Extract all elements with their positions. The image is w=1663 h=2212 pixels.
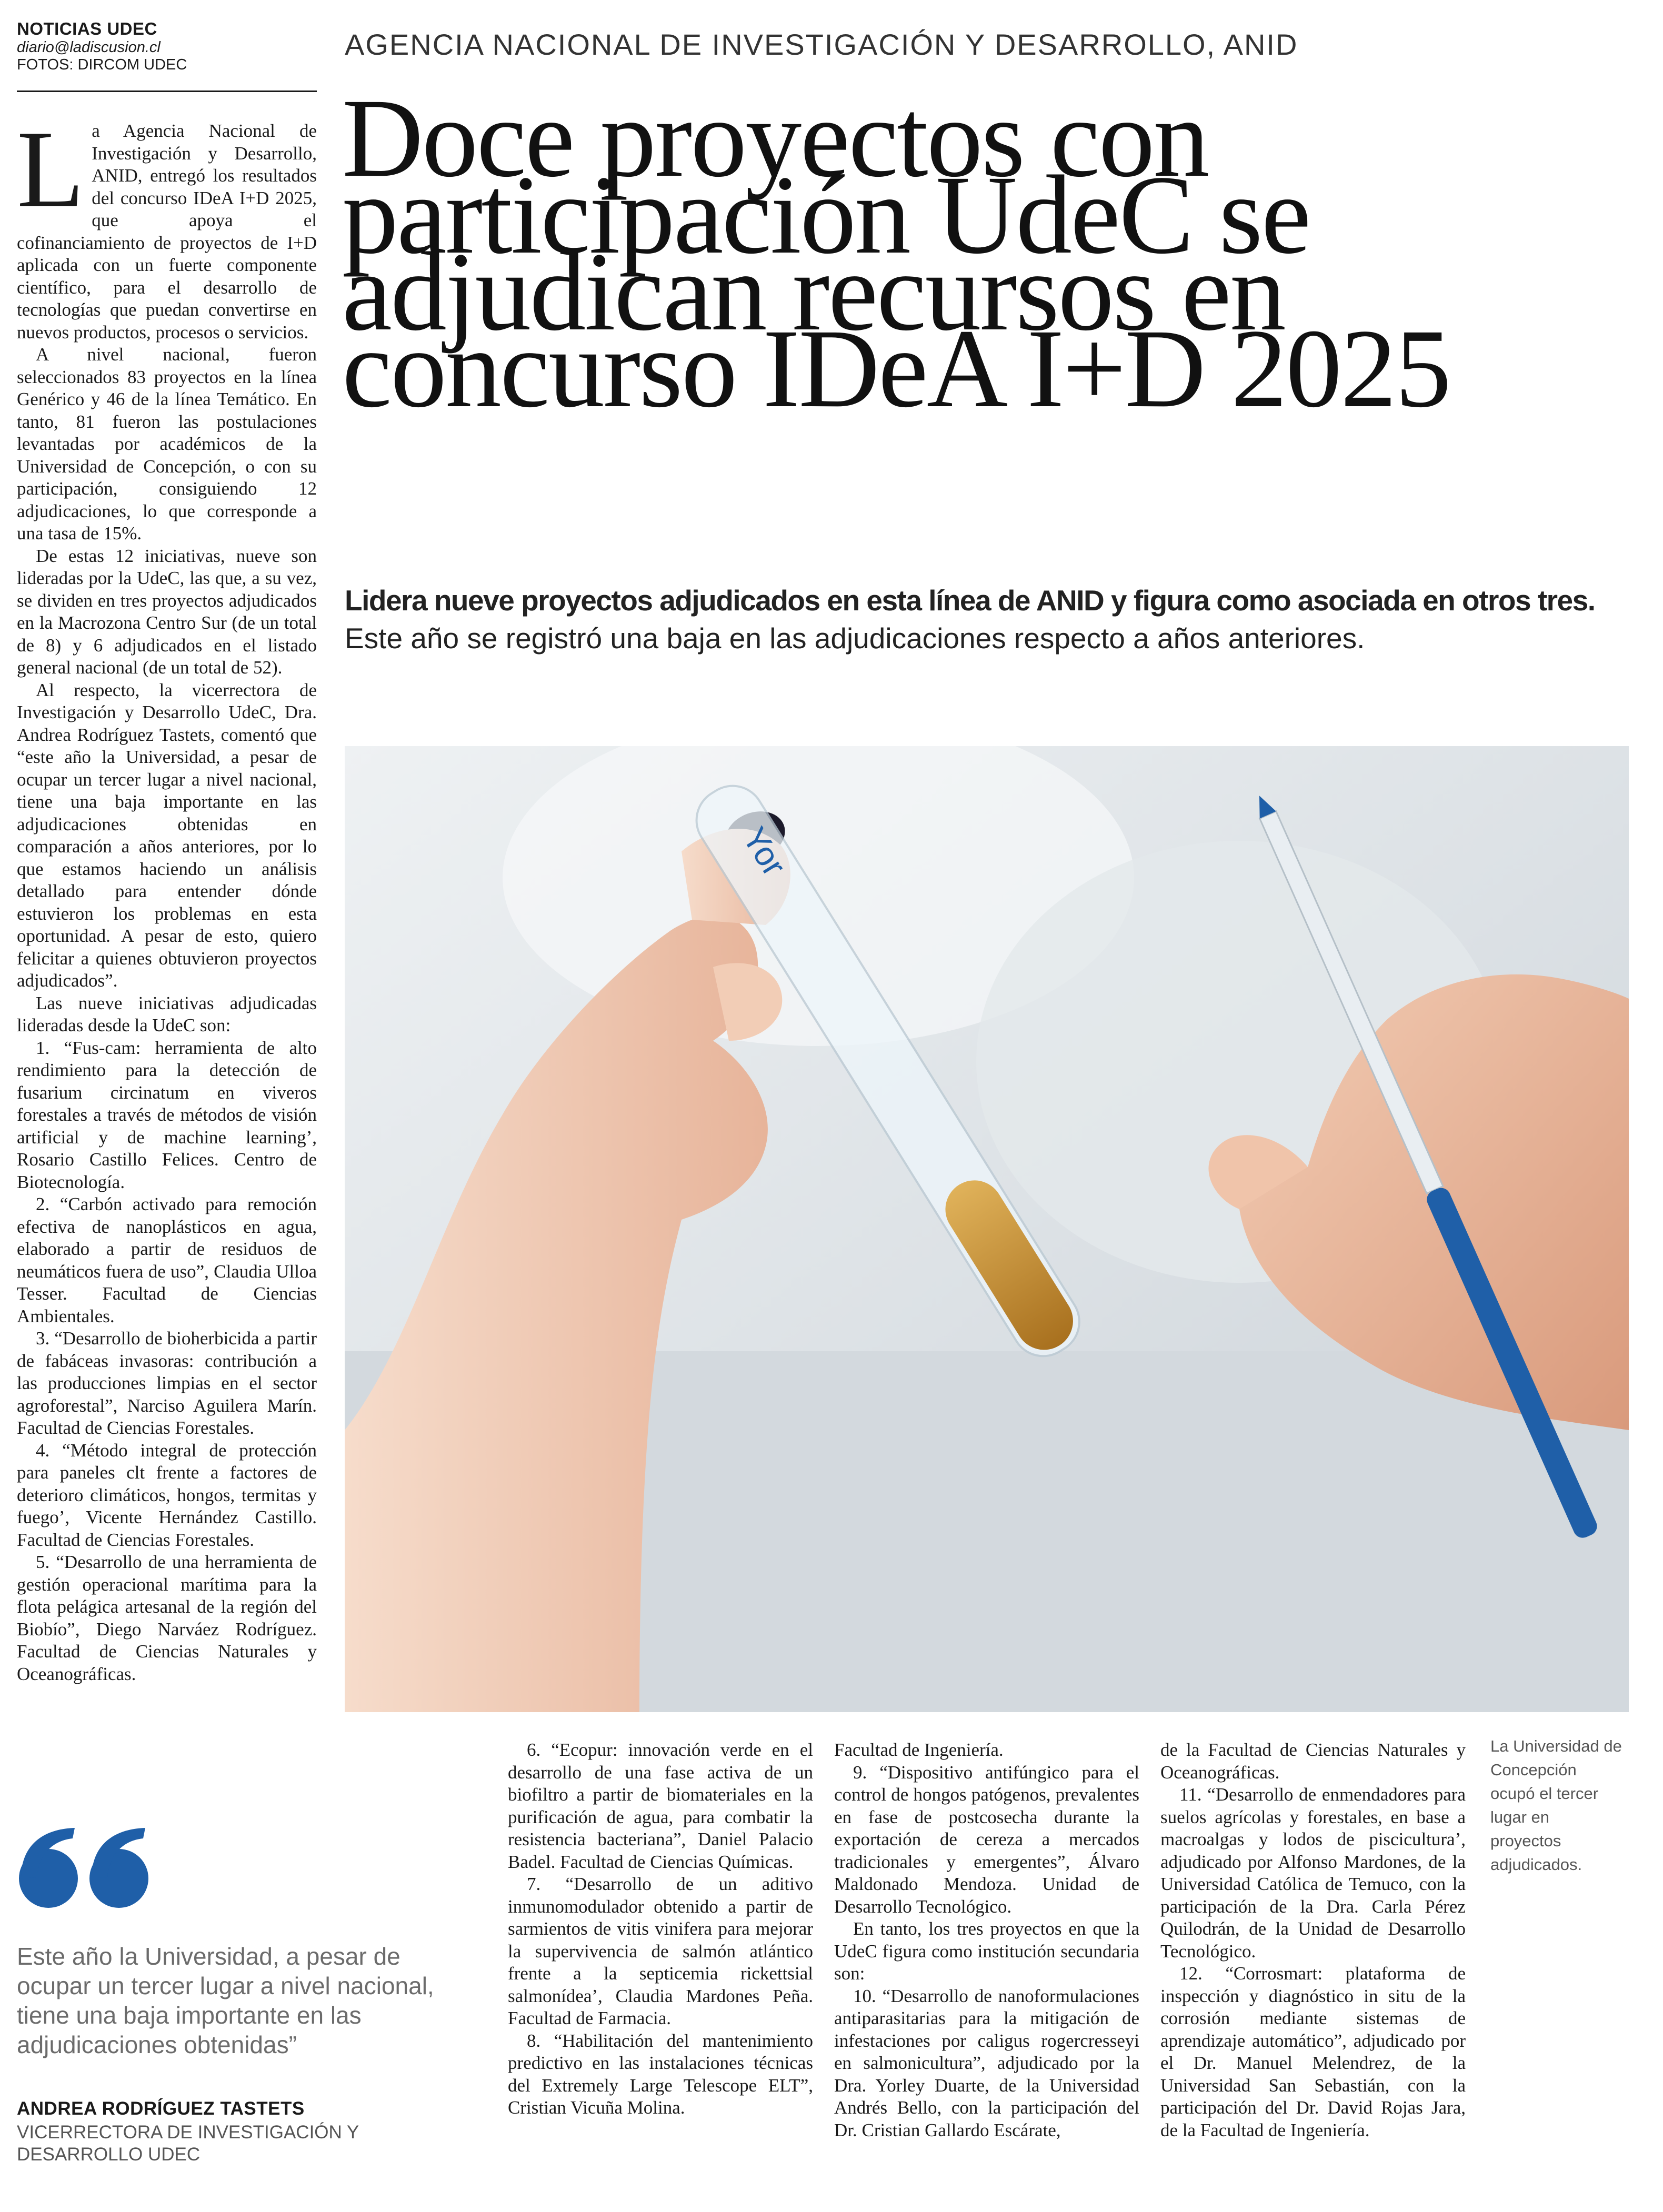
- list-item: 8. “Habilitación del mantenimiento predictivo en las instalaciones técnicas del Extremely Large Telescope ELT”, Cristian Vicuña Molina.: [508, 2030, 813, 2118]
- section-label: NOTICIAS UDEC: [17, 19, 157, 38]
- headline: Doce proyectos con participación UdeC se adjudican recursos en concurso IDeA I+D 2025: [342, 76, 1450, 431]
- lead-paragraph: [345, 581, 1639, 657]
- list-item: 5. “Desarrollo de una herramienta de gestión operacional marítima para la flota pelágica artesanal de la región del Biobío”, Diego Narváez Rodríguez. Facultad de Ciencias Naturales y Oceanográficas.: [17, 1552, 317, 1684]
- body-column-1: [17, 108, 317, 1685]
- body-column-3: [834, 1739, 1139, 2141]
- list-item: 7. “Desarrollo de un aditivo inmunomodulador obtenido a partir de sarmientos de vitis vinifera para mejorar la supervivencia de salmón atlántico frente a la septicemia rickettsial salmonídea’, Claudia Mardones Peña. Facultad de Farmacia.: [508, 1874, 813, 2028]
- photo-credit: FOTOS: DIRCOM UDEC: [17, 56, 187, 73]
- section-email: diario@ladiscusion.cl: [17, 39, 161, 56]
- list-item: 11. “Desarrollo de enmendadores para suelos agrícolas y forestales, en base a macroalgas y lodos de piscicultura’, adjudicado por Alfonso Mardones, de la Universidad Católica de Temuco, con la participación de la Dra. Carla Pérez Quilodrán, de la Unidad de Desarrollo Tecnológico.: [1160, 1784, 1466, 1962]
- quote-mark-icon: [16, 1825, 158, 1909]
- body-paragraph: La Agencia Nacional de Investigación y Desarrollo, ANID, entregó los resultados del concurso IDeA I+D 2025, que apoya el cofinanciamiento de proyectos de I+D aplicada con un fuerte componente científico, para el desarrollo de tecnologías que puedan convertirse en nuevos productos, procesos o servicios.: [17, 108, 317, 343]
- list-item: 10. “Desarrollo de nanoformulaciones antiparasitarias para la mitigación de infestaciones por caligus rogercresseyi en salmonicultura”, adjudicado por la Dra. Yorley Duarte, de la Universidad Andrés Bello, con la participación del Dr. Cristian Gallardo Escárate,: [834, 1985, 1139, 2140]
- list-item: 1. “Fus-cam: herramienta de alto rendimiento para la detección de fusarium circinatum en viveros forestales a través de métodos de visión artificial y de machine learning’, Rosario Castillo Felices. Centro de Biotecnología.: [17, 1037, 317, 1192]
- tube-label: Yor: [735, 820, 794, 883]
- list-item: 12. “Corrosmart: plataforma de inspección y diagnóstico in situ de la corrosión mediante sistemas de aprendizaje automático”, adjudicado por el Dr. Manuel Melendrez, de la Universidad San Sebastián, con la participación del Dr. David Rojas Jara, de la Facultad de Ingeniería.: [1160, 1963, 1466, 2140]
- pull-quote: Este año la Universidad, a pesar de ocupar un tercer lugar a nivel nacional, tiene una baja importante en las adjudicaciones obtenidas”: [17, 1943, 434, 2058]
- lab-photo: [345, 746, 1629, 1712]
- photo-caption: La Universidad de Concepción ocupó el tercer lugar en proyectos adjudicados.: [1490, 1737, 1622, 1874]
- quote-author: ANDREA RODRÍGUEZ TASTETS: [17, 2098, 305, 2119]
- list-item-continued: de la Facultad de Ciencias Naturales y Oceanográficas.: [1160, 1740, 1466, 1783]
- body-column-4: [1160, 1739, 1466, 2141]
- body-paragraph: Las nueve iniciativas adjudicadas lideradas desde la UdeC son:: [17, 992, 317, 1035]
- body-paragraph: En tanto, los tres proyectos en que la UdeC figura como institución secundaria son:: [834, 1918, 1139, 1984]
- body-paragraph: Al respecto, la vicerrectora de Investigación y Desarrollo UdeC, Dra. Andrea Rodríguez Tastets, comentó que “este año la Universidad, a pesar de ocupar un tercer lugar a nivel nacional, tiene una baja importante en las adjudicaciones obtenidas en comparación a años anteriores, por lo que estamos haciendo un análisis detallado para entender dónde estuvieron los problemas en esta oportunidad. A pesar de esto, quiero felicitar a quienes obtuvieron proyectos adjudicados”.: [17, 679, 317, 991]
- drop-cap: L: [17, 108, 85, 230]
- quote-author-role: VICERRECTORA DE INVESTIGACIÓN Y DESARROLLO UDEC: [17, 2122, 359, 2165]
- list-item: 6. “Ecopur: innovación verde en el desarrollo de una fase activa de un biofiltro a partir de biomateriales en la purificación de agua, para combatir la resistencia bacteriana”, Daniel Palacio Badel. Facultad de Ciencias Químicas.: [508, 1740, 813, 1872]
- list-item: 2. “Carbón activado para remoción efectiva de nanoplásticos en agua, elaborado a partir de residuos de neumáticos fuera de uso”, Claudia Ulloa Tesser. Facultad de Ciencias Ambientales.: [17, 1194, 317, 1326]
- list-item: 3. “Desarrollo de bioherbicida a partir de fabáceas invasoras: contribución a las producciones limpias en el sector agroforestal”, Narciso Aguilera Marín. Facultad de Ciencias Forestales.: [17, 1328, 317, 1438]
- list-item: 4. “Método integral de protección para paneles clt frente a factores de deterioro climáticos, hongos, termitas y fuego’, Vicente Hernández Castillo. Facultad de Ciencias Forestales.: [17, 1440, 317, 1550]
- test-tube-photo-illustration: [345, 746, 1629, 1712]
- section-divider: [17, 91, 317, 92]
- body-paragraph: A nivel nacional, fueron seleccionados 83 proyectos en la línea Genérico y 46 de la línea Temático. En tanto, 81 fueron las postulaciones levantadas por académicos de la Universidad de Concepción, o con su participación, consiguiendo 12 adjudicaciones, lo que corresponde a una tasa de 15%.: [17, 344, 317, 544]
- section-tag: [17, 19, 317, 74]
- lead-bold: Lidera nueve proyectos adjudicados en esta línea de ANID y figura como asociada en otros tres.: [345, 584, 1595, 617]
- list-item-continued: Facultad de Ingeniería.: [834, 1740, 1004, 1760]
- list-item: 9. “Dispositivo antifúngico para el control de hongos patógenos, prevalentes en fase de postcosecha durante la exportación de cereza a mercados tradicionales y emergentes”, Álvaro Maldonado Mendoza. Unidad de Desarrollo Tecnológico.: [834, 1762, 1139, 1917]
- kicker: AGENCIA NACIONAL DE INVESTIGACIÓN Y DESARROLLO, ANID: [345, 28, 1298, 61]
- lead-rest: Este año se registró una baja en las adjudicaciones respecto a años anteriores.: [345, 622, 1365, 655]
- body-column-2: [508, 1739, 813, 2119]
- body-paragraph: De estas 12 iniciativas, nueve son lideradas por la UdeC, las que, a su vez, se dividen en tres proyectos adjudicados en la Macrozona Centro Sur (de un total de 8) y 6 adjudicados en el listado general nacional (de un total de 52).: [17, 545, 317, 678]
